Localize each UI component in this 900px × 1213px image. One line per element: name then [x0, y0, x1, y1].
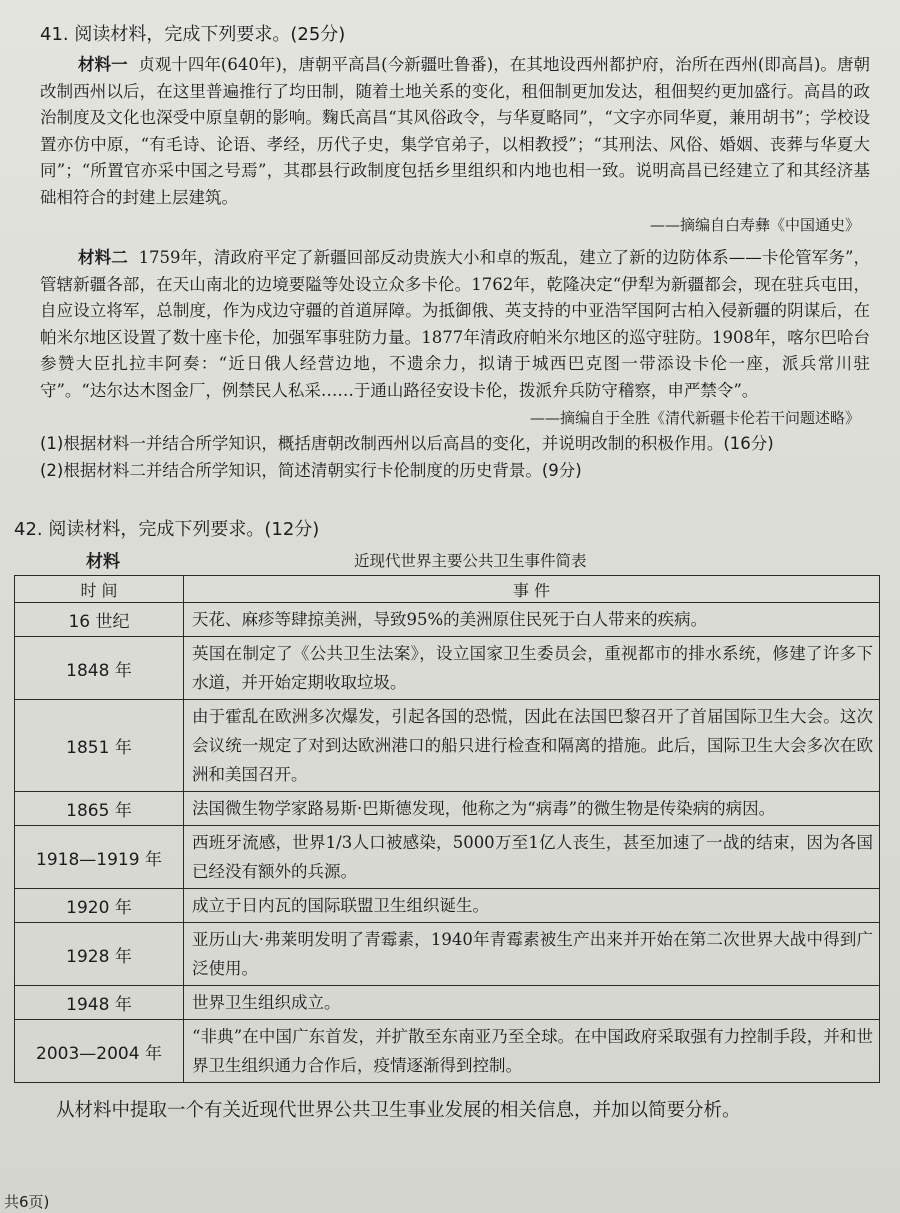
- row-time: 1928 年: [15, 923, 184, 986]
- row-time: 2003—2004 年: [15, 1020, 184, 1083]
- row-event: 西班牙流感，世界1/3人口被感染，5000万至1亿人丧生，甚至加速了一战的结束，因为各国已经没有额外的兵源。: [184, 826, 880, 889]
- question-41-sub-2: (2)根据材料二并结合所学知识，简述清朝实行卡伦制度的历史背景。(9分): [40, 461, 582, 480]
- row-time: 1918—1919 年: [15, 826, 184, 889]
- question-42-task: 从材料中提取一个有关近现代世界公共卫生事业发展的相关信息，并加以简要分析。: [56, 1100, 741, 1121]
- table-row: [15, 986, 880, 1020]
- table-row: [15, 1020, 880, 1083]
- table-row: [15, 637, 880, 700]
- question-41-title: 41. 阅读材料，完成下列要求。(25分): [40, 24, 346, 45]
- table-row: [15, 826, 880, 889]
- material-1-text: 贞观十四年(640年)，唐朝平高昌(今新疆吐鲁番)，在其地设西州都护府，治所在西州(即高昌)。唐朝改制西州以后，在这里普遍推行了均田制，随着土地关系的变化，租佃制更加发达，租佃契约更加盛行。高昌的政治制度及文化也深受中原皇朝的影响。麴氏高昌“其风俗政令，与华夏略同”，“文字亦同华夏，兼用胡书”；学校设置亦仿中原，“有毛诗、论语、孝经，历代子史，集学官弟子，以相教授”；“其刑法、风俗、婚姻、丧葬与华夏大同”；“所置官亦采中国之号焉”，其郡县行政制度包括乡里组织和内地也相一致。说明高昌已经建立了和其经济基础相符合的封建上层建筑。: [40, 55, 871, 207]
- row-time: 1848 年: [15, 637, 184, 700]
- row-time: 1948 年: [15, 986, 184, 1020]
- table-title: 近现代世界主要公共卫生事件简表: [354, 552, 587, 570]
- material-2-source: ——摘编自于全胜《清代新疆卡伦若干问题述略》: [529, 409, 860, 427]
- column-header-time: 时 间: [15, 576, 184, 603]
- row-time: 1920 年: [15, 889, 184, 923]
- question-42-title: 42. 阅读材料，完成下列要求。(12分): [14, 519, 320, 540]
- table-row: [15, 700, 880, 792]
- row-event: 天花、麻疹等肆掠美洲，导致95%的美洲原住民死于白人带来的疾病。: [184, 603, 880, 637]
- row-event: “非典”在中国广东首发，并扩散至东南亚乃至全球。在中国政府采取强有力控制手段，并和世界卫生组织通力合作后，疫情逐渐得到控制。: [184, 1020, 880, 1083]
- material-2: [40, 245, 870, 404]
- row-event: 亚历山大·弗莱明发明了青霉素，1940年青霉素被生产出来并开始在第二次世界大战中得到广泛使用。: [184, 923, 880, 986]
- material-1-source: ——摘编自白寿彝《中国通史》: [649, 216, 860, 234]
- table-row: [15, 889, 880, 923]
- row-event: 世界卫生组织成立。: [184, 986, 880, 1020]
- table-row: [15, 792, 880, 826]
- question-41-sub-1: (1)根据材料一并结合所学知识，概括唐朝改制西州以后高昌的变化，并说明改制的积极作用。(16分): [40, 434, 774, 453]
- column-header-event: 事 件: [184, 576, 880, 603]
- table-row: [15, 923, 880, 986]
- material-1-label: 材料一: [78, 55, 128, 74]
- row-event: 由于霍乱在欧洲多次爆发，引起各国的恐慌，因此在法国巴黎召开了首届国际卫生大会。这次会议统一规定了对到达欧洲港口的船只进行检查和隔离的措施。此后，国际卫生大会多次在欧洲和美国召开。: [184, 700, 880, 792]
- material-2-label: 材料二: [78, 248, 128, 267]
- table-row: [15, 603, 880, 637]
- material-1: [40, 52, 870, 211]
- material-label: 材料: [86, 552, 120, 572]
- material-2-text: 1759年，清政府平定了新疆回部反动贵族大小和卓的叛乱，建立了新的边防体系——卡伦管军务”，管辖新疆各部，在天山南北的边境要隘等处设立众多卡伦。1762年，乾隆决定“伊犁为新疆都会，现在驻兵屯田，自应设立将军，总制度，作为戍边守疆的首道屏障。为抵御俄、英支持的中亚浩罕国阿古柏入侵新疆的阴谋后，在帕米尔地区设置了数十座卡伦，加强军事驻防力量。1877年清政府帕米尔地区的巡守驻防。1908年，喀尔巴哈台参赞大臣扎拉丰阿奏：“近日俄人经营边地，不遗余力，拟请于城西巴克图一带添设卡伦一座，派兵常川驻守”。“达尔达木图金厂，例禁民人私采……于通山路径安设卡伦，拨派弁兵防守稽察，申严禁令”。: [40, 248, 871, 400]
- row-time: 1851 年: [15, 700, 184, 792]
- question-41: [40, 22, 870, 484]
- row-time: 16 世纪: [15, 603, 184, 637]
- material-header-row: [14, 545, 880, 571]
- row-event: 英国在制定了《公共卫生法案》，设立国家卫生委员会，重视都市的排水系统，修建了许多下水道，并开始定期收取垃圾。: [184, 637, 880, 700]
- row-event: 成立于日内瓦的国际联盟卫生组织诞生。: [184, 889, 880, 923]
- row-time: 1865 年: [15, 792, 184, 826]
- events-table: [14, 575, 880, 1083]
- question-42: [14, 517, 880, 1125]
- page-footer: 共6页): [4, 1193, 50, 1211]
- row-event: 法国微生物学家路易斯·巴斯德发现，他称之为“病毒”的微生物是传染病的病因。: [184, 792, 880, 826]
- table-header-row: [15, 576, 880, 603]
